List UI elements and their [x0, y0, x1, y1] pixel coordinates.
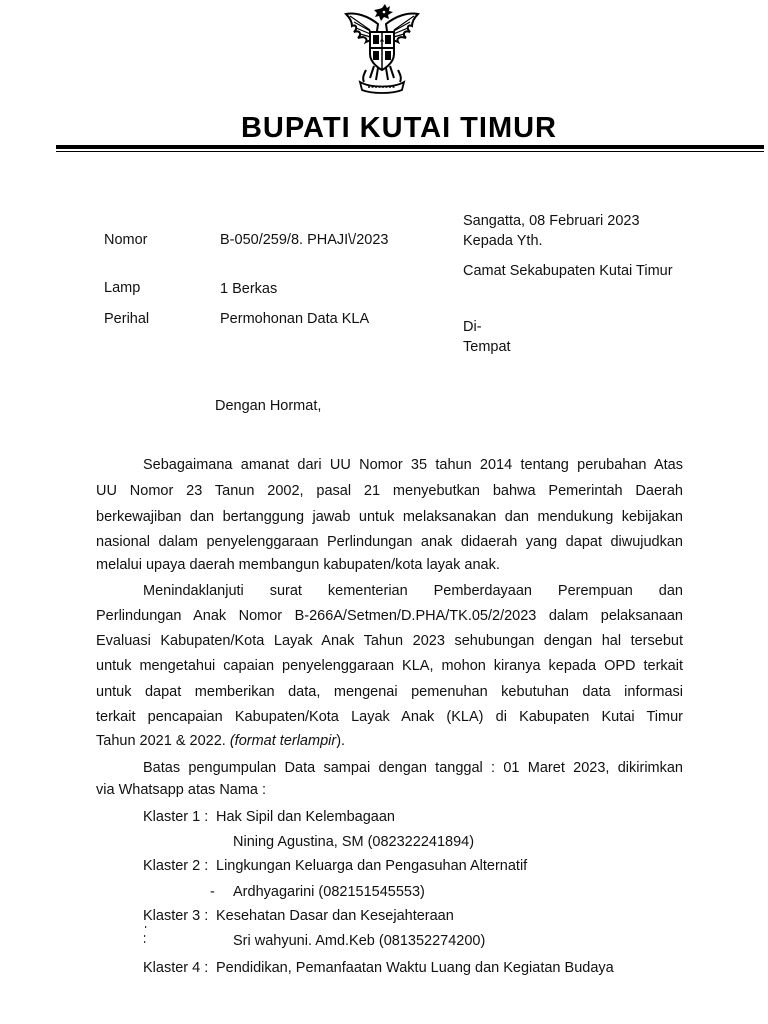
- nomor-value: B-050/259/8. PHAJI\/2023: [220, 232, 389, 248]
- paragraph-2-line: untuk dapat memberikan data, mengenai pemenuhan kebutuhan data informasi: [96, 684, 683, 700]
- cluster-label: Klaster 3 :: [143, 908, 209, 924]
- cluster-topic: Pendidikan, Pemanfaatan Waktu Luang dan Kegiatan Budaya: [216, 960, 614, 976]
- perihal-value: Permohonan Data KLA: [220, 311, 370, 327]
- cluster-label: Klaster 2 :: [143, 858, 209, 874]
- paragraph-2-line: untuk mengetahui capaian penyelenggaraan KLA, mohon kiranya kepada OPD terkait: [96, 658, 683, 674]
- paragraph-2-last-line: [96, 733, 345, 749]
- di-label: Di-: [463, 319, 482, 335]
- cluster-contact: Ardhyagarini (082151545553): [233, 884, 425, 900]
- format-note: (format terlampir: [229, 733, 337, 749]
- paragraph-1-line: berkewajiban dan bertanggung jawab untuk melaksanakan dan mendukung kebijakan: [96, 509, 683, 525]
- lamp-label: Lamp: [104, 280, 141, 296]
- scan-mark-icon: [143, 922, 149, 946]
- cluster-topic: Kesehatan Dasar dan Kesejahteraan: [216, 908, 454, 924]
- cluster-contact: Sri wahyuni. Amd.Keb (081352274200): [233, 933, 486, 949]
- cluster-topic: Hak Sipil dan Kelembagaan: [216, 809, 395, 825]
- tempat-label: Tempat: [463, 339, 511, 355]
- header-divider-thick: [56, 145, 764, 149]
- paragraph-3-line: via Whatsapp atas Nama :: [96, 782, 267, 798]
- paragraph-1-line: UU Nomor 23 Tanun 2002, pasal 21 menyebutkan bahwa Pemerintah Daerah: [96, 483, 683, 499]
- kepada-yth: Kepada Yth.: [463, 233, 543, 249]
- paragraph-1-line: nasional dalam penyelenggaraan Perlindungan anak didaerah yang dapat diwujudkan: [96, 534, 683, 550]
- paragraph-2-line: Evaluasi Kabupaten/Kota Layak Anak Tahun 2023 sehubungan dengan hal tersebut: [96, 633, 683, 649]
- cluster-label: Klaster 4 :: [143, 960, 209, 976]
- paragraph-2-line: Perlindungan Anak Nomor B-266A/Setmen/D.PHA/TK.05/2/2023 dalam pelaksanaan: [96, 608, 683, 624]
- perihal-label: Perihal: [104, 311, 150, 327]
- paragraph-3-line: Batas pengumpulan Data sampai dengan tanggal : 01 Maret 2023, dikirimkan: [143, 760, 683, 776]
- paragraph-1-line: Sebagaimana amanat dari UU Nomor 35 tahun 2014 tentang perubahan Atas: [143, 457, 683, 473]
- cluster-contact-bullet: -: [210, 884, 215, 900]
- paragraph-1-line: melalui upaya daerah membangun kabupaten/kota layak anak.: [96, 557, 500, 573]
- cluster-label: Klaster 1 :: [143, 809, 209, 825]
- place-date: Sangatta, 08 Februari 2023: [463, 213, 640, 229]
- years-text: Tahun 2021 & 2022.: [96, 733, 230, 749]
- cluster-topic: Lingkungan Keluarga dan Pengasuhan Alternatif: [216, 858, 528, 874]
- garuda-emblem-icon: [340, 2, 424, 94]
- cluster-contact: Nining Agustina, SM (082322241894): [233, 834, 475, 850]
- closing-punctuation: ).: [336, 733, 346, 749]
- nomor-label: Nomor: [104, 232, 148, 248]
- letter-title: BUPATI KUTAI TIMUR: [240, 112, 557, 144]
- paragraph-2-line: terkait pencapaian Kabupaten/Kota Layak Anak (KLA) di Kabupaten Kutai Timur: [96, 709, 683, 725]
- paragraph-2-line: Menindaklanjuti surat kementerian Pemberdayaan Perempuan dan: [143, 583, 683, 599]
- salutation: Dengan Hormat,: [215, 398, 322, 414]
- header-divider-thin: [56, 151, 764, 152]
- lamp-value: 1 Berkas: [220, 281, 278, 297]
- addressee: Camat Sekabupaten Kutai Timur: [463, 263, 673, 279]
